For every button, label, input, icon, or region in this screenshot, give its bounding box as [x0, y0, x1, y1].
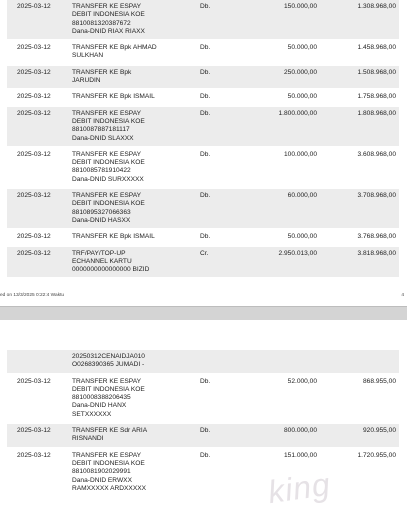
description-line: Dana-DNID SLAXXX [72, 134, 134, 142]
transaction-type: Db. [200, 233, 211, 241]
transaction-date: 2025-03-12 [17, 377, 51, 385]
description-line: TRANSFER KE ESPAY [72, 451, 142, 459]
transaction-balance: 1.458.968,00 [357, 44, 396, 52]
transaction-description [68, 0, 196, 39]
transaction-row [7, 0, 399, 39]
description-line: TRANSFER KE Bpk ISMAIL [72, 93, 155, 101]
transaction-type: Cr. [196, 247, 248, 278]
transaction-date: 2025-03-12 [7, 189, 68, 228]
transaction-type [196, 350, 248, 373]
transaction-amount: 50.000,00 [287, 44, 317, 52]
transaction-description [68, 66, 196, 89]
transaction-date: 2025-03-12 [7, 107, 68, 146]
description-line: SETXXXXXX [72, 410, 112, 418]
transaction-balance: 868.955,00 [362, 377, 396, 385]
transaction-type: Db. [200, 451, 211, 459]
transaction-date: 2025-03-12 [7, 66, 68, 89]
description-line: 8810895327066363 [72, 208, 131, 216]
transaction-date: 2025-03-12 [7, 424, 68, 447]
transaction-balance: 3.608.968,00 [357, 150, 396, 158]
description-line: Dana-DNID SURXXXXX [72, 175, 144, 183]
description-line: 8810087887181117 [72, 126, 130, 134]
description-line: DEBIT INDONESIA KOE [72, 159, 145, 167]
description-line: TRANSFER KE Bpk AHMAD [72, 44, 157, 52]
transactions-table-page-1 [7, 0, 399, 279]
description-line: 8810085781910422 [72, 167, 131, 175]
transaction-balance: 1.720.955,00 [357, 451, 396, 459]
description-line: DEBIT INDONESIA KOE [72, 117, 145, 125]
transaction-amount: 800.000,00 [248, 424, 321, 447]
description-line: Dana-DNID ERWXX [72, 476, 132, 484]
description-line: SULKHAN [72, 52, 104, 60]
transaction-balance: 3.818.968,00 [321, 247, 399, 278]
description-line: RAMXXXXX ARDXXXXX [72, 484, 147, 492]
transaction-row [7, 189, 399, 228]
transaction-description [68, 449, 196, 496]
description-line: TRANSFER KE Bpk [72, 68, 132, 76]
description-line: TRANSFER KE ESPAY [72, 192, 142, 200]
transaction-row [7, 148, 399, 187]
transaction-balance: 3.708.968,00 [321, 189, 399, 228]
transaction-balance: 1.808.968,00 [321, 107, 399, 146]
transaction-amount: 52.000,00 [287, 377, 317, 385]
description-line: JARUDIN [72, 77, 101, 85]
transaction-balance: 1.508.968,00 [321, 66, 399, 89]
description-line: RISNANDI [72, 435, 104, 443]
transaction-amount: 50.000,00 [287, 93, 317, 101]
description-line: 0000000000000000 BIZID [72, 266, 150, 274]
description-line: 20250312CENAIDJA010 [72, 353, 145, 360]
transaction-row [7, 41, 399, 64]
transaction-type: Db. [200, 150, 211, 158]
transaction-description [68, 107, 196, 146]
transaction-description [68, 189, 196, 228]
transaction-description [68, 424, 196, 447]
page-separator-edge [0, 306, 407, 307]
transaction-type: Db. [196, 424, 248, 447]
transaction-date: 2025-03-12 [7, 247, 68, 278]
transaction-amount: 100.000,00 [283, 150, 317, 158]
description-line: 8810081902029991 [72, 468, 131, 476]
transaction-description [68, 350, 196, 373]
transaction-date [7, 350, 68, 373]
transaction-date: 2025-03-12 [17, 233, 51, 241]
transaction-type: Db. [196, 66, 248, 89]
description-line: Dana-DNID HANX [72, 402, 127, 410]
transaction-amount [248, 350, 321, 373]
transaction-row [7, 90, 399, 104]
transaction-balance: 3.768.968,00 [357, 233, 396, 241]
transaction-amount: 250.000,00 [248, 66, 321, 89]
transaction-amount: 2.950.013,00 [248, 247, 321, 278]
transaction-description [68, 148, 196, 187]
description-line: TRANSFER KE ESPAY [72, 377, 142, 385]
transaction-balance: 1.308.968,00 [321, 0, 399, 39]
transaction-row [7, 247, 399, 278]
description-line: DEBIT INDONESIA KOE [72, 385, 145, 393]
page-separator [0, 306, 407, 320]
description-line: Dana-DNID HASXX [72, 216, 131, 224]
page-left-margin [0, 0, 7, 307]
transaction-description [68, 247, 196, 278]
description-line: DEBIT INDONESIA KOE [72, 11, 145, 19]
transaction-amount: 50.000,00 [287, 233, 317, 241]
description-line: DEBIT INDONESIA KOE [72, 459, 145, 467]
description-line: TRANSFER KE ESPAY [72, 109, 142, 117]
transaction-type: Db. [200, 93, 211, 101]
transactions-table-page-2 [7, 348, 399, 498]
description-line: Dana-DNID RIAX RIAXX [72, 27, 145, 35]
description-line: 8810081320387672 [72, 19, 131, 27]
transaction-date: 2025-03-12 [17, 93, 51, 101]
transaction-type: Db. [196, 107, 248, 146]
page-number: 4 [401, 293, 404, 298]
transaction-amount: 60.000,00 [248, 189, 321, 228]
description-line: TRANSFER KE Bpk ISMAIL [72, 233, 155, 241]
print-timestamp-footer: ed on 13/3/2025 0:22:4 Waktu [0, 293, 65, 298]
transaction-row [7, 230, 399, 244]
transaction-row [7, 449, 399, 496]
transaction-type: Db. [196, 0, 248, 39]
transaction-row [7, 424, 399, 447]
description-line: TRANSFER KE ESPAY [72, 3, 142, 10]
transaction-description [68, 375, 196, 422]
description-line: TRANSFER KE Sdr ARIA [72, 427, 148, 435]
transaction-balance: 920.955,00 [321, 424, 399, 447]
description-line: O0268390365 JUMADI - [72, 361, 145, 369]
transaction-date: 2025-03-12 [17, 44, 51, 52]
transaction-type: Db. [200, 44, 211, 52]
description-line: DEBIT INDONESIA KOE [72, 200, 145, 208]
transaction-row [7, 350, 399, 373]
description-line: TRANSFER KE ESPAY [72, 150, 142, 158]
transaction-date: 2025-03-12 [17, 451, 51, 459]
transaction-date: 2025-03-12 [17, 150, 51, 158]
description-line: 8810008388206435 [72, 394, 131, 402]
transaction-description [68, 230, 196, 244]
transaction-description [68, 41, 196, 64]
transaction-balance: 1.758.968,00 [357, 93, 396, 101]
transaction-row [7, 66, 399, 89]
transaction-amount: 150.000,00 [248, 0, 321, 39]
description-line: ECHANNEL KARTU [72, 257, 132, 265]
transaction-amount: 1.800.000,00 [248, 107, 321, 146]
description-line: TRF/PAY/TOP-UP [72, 249, 126, 257]
statement-page-2 [0, 320, 407, 500]
transaction-date: 2025-03-12 [7, 0, 68, 39]
watermark-text: king [265, 465, 333, 511]
transaction-row [7, 375, 399, 422]
transaction-amount: 151.000,00 [283, 451, 317, 459]
transaction-row [7, 107, 399, 146]
transaction-balance [321, 350, 399, 373]
transaction-type: Db. [196, 189, 248, 228]
transaction-type: Db. [200, 377, 211, 385]
transaction-description [68, 90, 196, 104]
